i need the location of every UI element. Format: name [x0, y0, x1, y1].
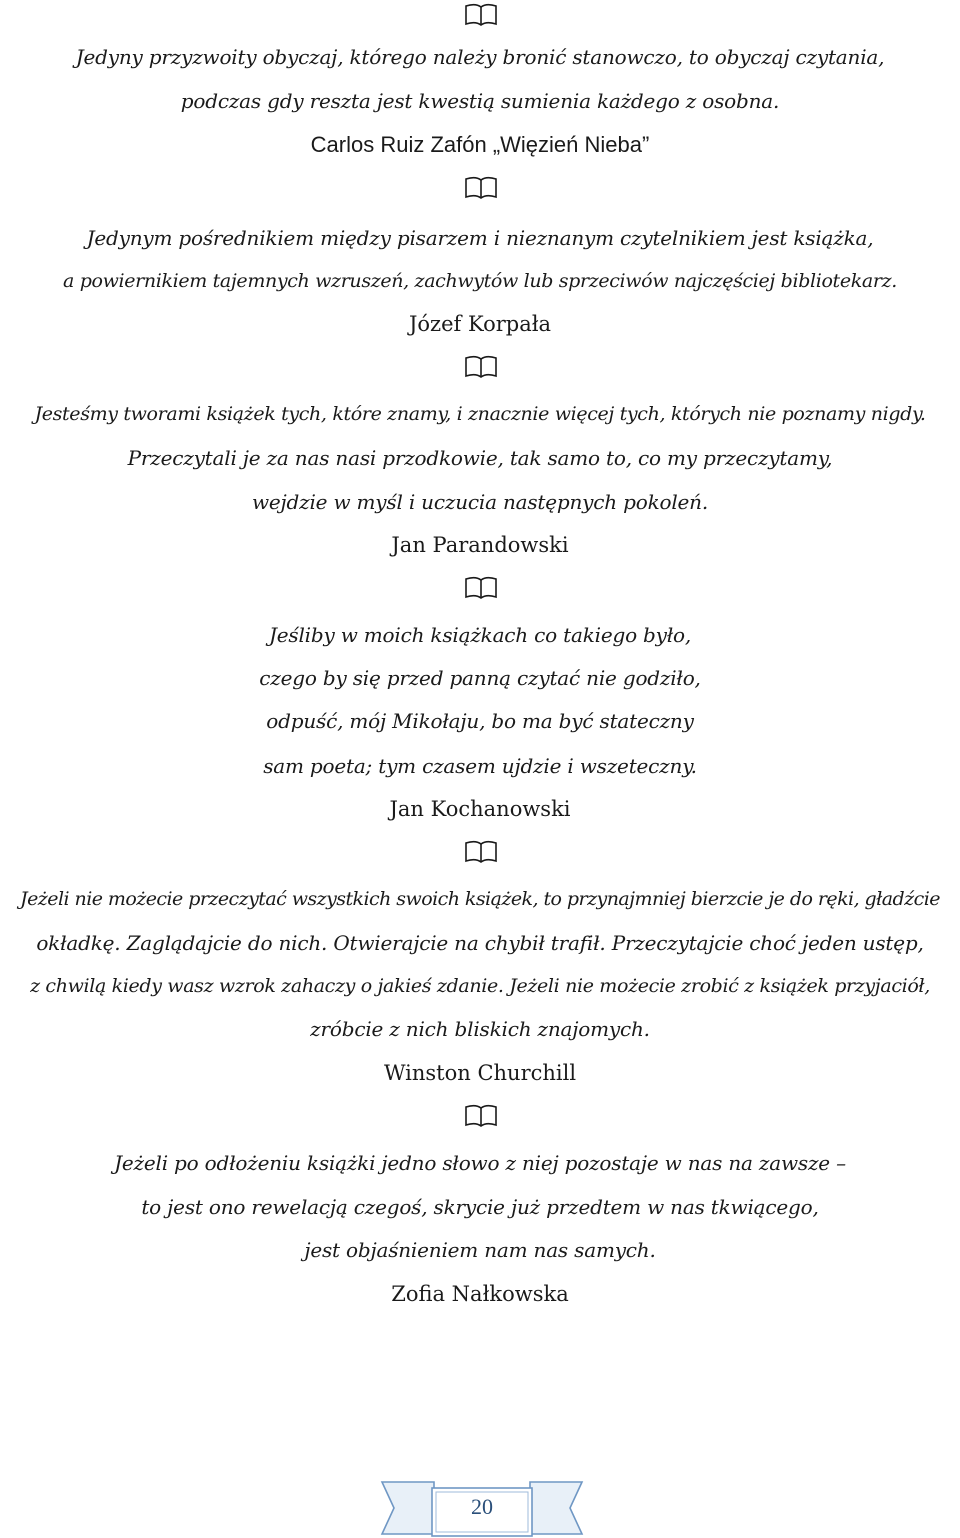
quote-4-line-2: czego by się przed panną czytać nie godziło,	[259, 666, 701, 690]
open-book-icon	[464, 175, 498, 201]
quote-3-line-2: Przeczytali je za nas nasi przodkowie, tak samo to, co my przeczytamy,	[127, 446, 833, 470]
quote-5-line-4: zróbcie z nich bliskich znajomych.	[310, 1017, 650, 1041]
quote-6-line-3: jest objaśnieniem nam nas samych.	[304, 1238, 656, 1262]
quote-1-line-1: Jedyny przyzwoity obyczaj, którego należy bronić stanowczo, to obyczaj czytania,	[75, 45, 885, 69]
quote-1-author: Carlos Ruiz Zafón „Więzień Nieba”	[310, 132, 650, 157]
quote-3-line-1: Jesteśmy tworami książek tych, które znamy, i znacznie więcej tych, których nie poznamy nigdy.	[34, 403, 926, 425]
quote-4-line-4: sam poeta; tym czasem ujdzie i wszeteczny.	[263, 754, 697, 778]
quote-1-line-2: podczas gdy reszta jest kwestią sumienia każdego z osobna.	[180, 89, 780, 113]
quote-5-author: Winston Churchill	[383, 1061, 577, 1085]
open-book-icon	[464, 2, 498, 28]
quote-2-line-1: Jedynym pośrednikiem między pisarzem i nieznanym czytelnikiem jest książka,	[86, 226, 874, 250]
open-book-icon	[464, 1103, 498, 1129]
open-book-icon	[464, 354, 498, 380]
open-book-icon	[464, 575, 498, 601]
quote-5-line-3: z chwilą kiedy wasz wzrok zahaczy o jakieś zdanie. Jeżeli nie możecie zrobić z książek przyjaciół,	[30, 975, 930, 997]
quote-2-author: Józef Korpała	[408, 312, 552, 336]
quote-2-line-2: a powiernikiem tajemnych wzruszeń, zachwytów lub sprzeciwów najczęściej bibliotekarz.	[63, 270, 897, 292]
page-number: 20	[471, 1494, 493, 1519]
quote-6-line-1: Jeżeli po odłożeniu książki jedno słowo z niej pozostaje w nas na zawsze –	[114, 1151, 846, 1175]
quote-3-line-3: wejdzie w myśl i uczucia następnych pokoleń.	[251, 490, 708, 514]
open-book-icon	[464, 839, 498, 865]
quote-5-line-2: okładkę. Zaglądajcie do nich. Otwierajcie na chybił trafił. Przeczytajcie choć jeden ustęp,	[36, 931, 924, 955]
quote-3-author: Jan Parandowski	[391, 533, 569, 557]
quote-4-author: Jan Kochanowski	[389, 797, 571, 821]
quote-5-line-1: Jeżeli nie możecie przeczytać wszystkich swoich książek, to przynajmniej bierzcie je do ręki, gładźcie	[20, 888, 940, 910]
quote-4-line-1: Jeśliby w moich książkach co takiego było,	[268, 623, 692, 647]
quote-6-author: Zofia Nałkowska	[391, 1282, 569, 1306]
quote-4-line-3: odpuść, mój Mikołaju, bo ma być stateczny	[266, 709, 694, 733]
quote-6-line-2: to jest ono rewelacją czegoś, skrycie już przedtem w nas tkwiącego,	[141, 1195, 819, 1219]
